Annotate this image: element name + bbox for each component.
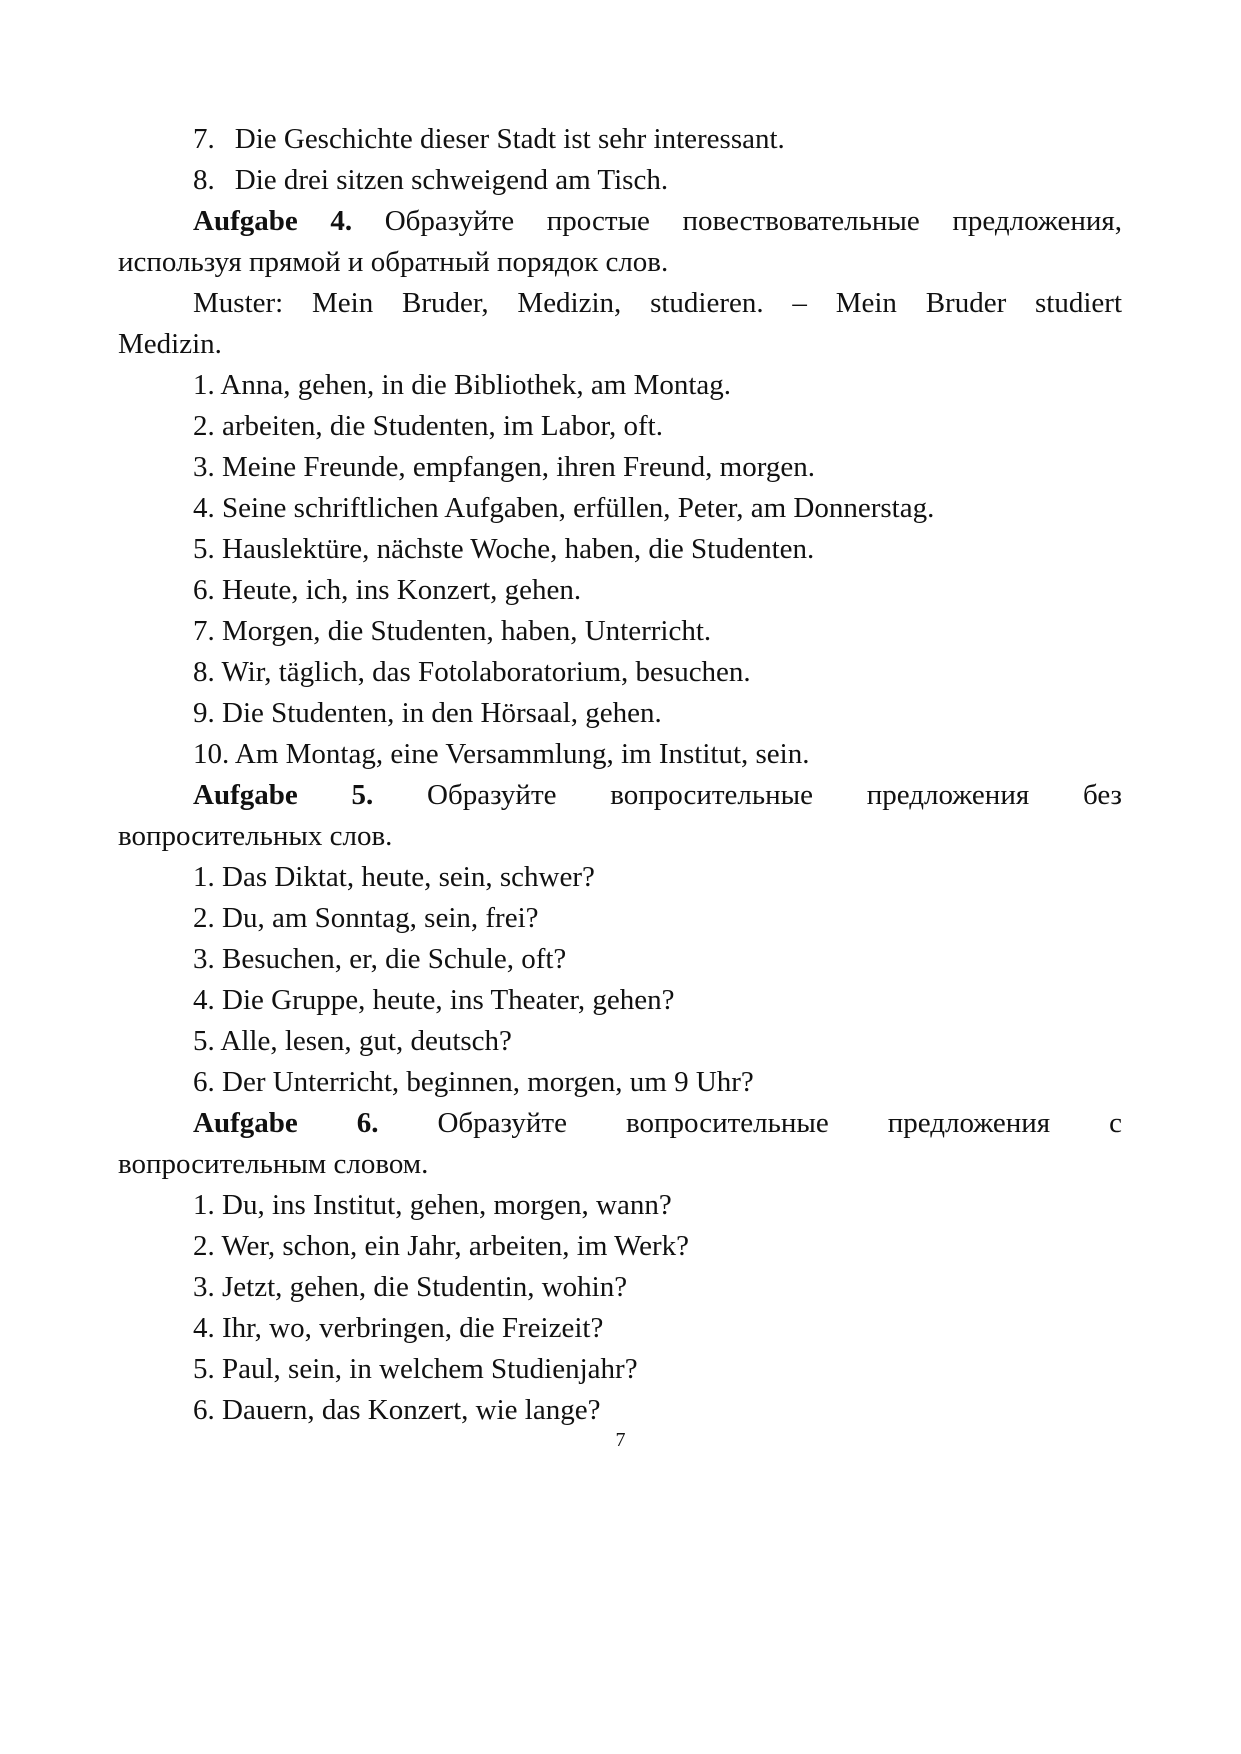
page-number: 7 bbox=[615, 1429, 626, 1451]
muster-example-cont: Medizin. bbox=[118, 328, 222, 360]
list-item: 5. Alle, lesen, gut, deutsch? bbox=[193, 1025, 512, 1057]
list-item: 3. Jetzt, gehen, die Studentin, wohin? bbox=[193, 1271, 628, 1303]
aufgabe-5-label: Aufgabe 5. bbox=[193, 779, 374, 811]
list-item: 2. arbeiten, die Studenten, im Labor, oft. bbox=[193, 410, 663, 442]
list-item: 3. Besuchen, er, die Schule, oft? bbox=[193, 943, 567, 975]
aufgabe-5-instruction: Образуйте вопросительные предложения без bbox=[427, 779, 1122, 811]
aufgabe-5-heading bbox=[193, 778, 1122, 812]
list-item: 10. Am Montag, eine Versammlung, im Institut, sein. bbox=[193, 738, 810, 770]
aufgabe-4-label: Aufgabe 4. bbox=[193, 205, 353, 237]
list-item: 4. Seine schriftlichen Aufgaben, erfüllen, Peter, am Donnerstag. bbox=[193, 492, 935, 524]
list-item: 2. Wer, schon, ein Jahr, arbeiten, im Werk? bbox=[193, 1230, 690, 1262]
list-item: 7. Die Geschichte dieser Stadt ist sehr interessant. bbox=[193, 123, 785, 155]
list-item: 7. Morgen, die Studenten, haben, Unterricht. bbox=[193, 615, 712, 647]
list-item: 5. Hauslektüre, nächste Woche, haben, die Studenten. bbox=[193, 533, 815, 565]
list-item: 6. Dauern, das Konzert, wie lange? bbox=[193, 1394, 601, 1426]
list-item: 8. Wir, täglich, das Fotolaboratorium, besuchen. bbox=[193, 656, 751, 688]
aufgabe-4-instruction-cont: используя прямой и обратный порядок слов. bbox=[118, 246, 669, 278]
aufgabe-6-heading bbox=[193, 1106, 1122, 1140]
list-item: 6. Der Unterricht, beginnen, morgen, um 9 Uhr? bbox=[193, 1066, 754, 1098]
list-item: 1. Anna, gehen, in die Bibliothek, am Montag. bbox=[193, 369, 732, 401]
aufgabe-6-label: Aufgabe 6. bbox=[193, 1107, 379, 1139]
list-item: 1. Das Diktat, heute, sein, schwer? bbox=[193, 861, 595, 893]
muster-example: Muster: Mein Bruder, Medizin, studieren. – Mein Bruder studiert bbox=[193, 287, 1122, 319]
list-item: 6. Heute, ich, ins Konzert, gehen. bbox=[193, 574, 582, 606]
list-item: 3. Meine Freunde, empfangen, ihren Freund, morgen. bbox=[193, 451, 815, 483]
list-item: 5. Paul, sein, in welchem Studienjahr? bbox=[193, 1353, 638, 1385]
list-item: 4. Ihr, wo, verbringen, die Freizeit? bbox=[193, 1312, 604, 1344]
aufgabe-6-instruction-cont: вопросительным словом. bbox=[118, 1148, 429, 1180]
aufgabe-5-instruction-cont: вопросительных слов. bbox=[118, 820, 393, 852]
list-item: 4. Die Gruppe, heute, ins Theater, gehen? bbox=[193, 984, 675, 1016]
list-item: 1. Du, ins Institut, gehen, morgen, wann? bbox=[193, 1189, 672, 1221]
list-item: 2. Du, am Sonntag, sein, frei? bbox=[193, 902, 539, 934]
list-item: 8. Die drei sitzen schweigend am Tisch. bbox=[193, 164, 669, 196]
aufgabe-4-heading bbox=[193, 204, 1122, 238]
list-item: 9. Die Studenten, in den Hörsaal, gehen. bbox=[193, 697, 662, 729]
aufgabe-4-instruction: Образуйте простые повествовательные предложения, bbox=[384, 205, 1123, 237]
aufgabe-6-instruction: Образуйте вопросительные предложения с bbox=[437, 1107, 1122, 1139]
